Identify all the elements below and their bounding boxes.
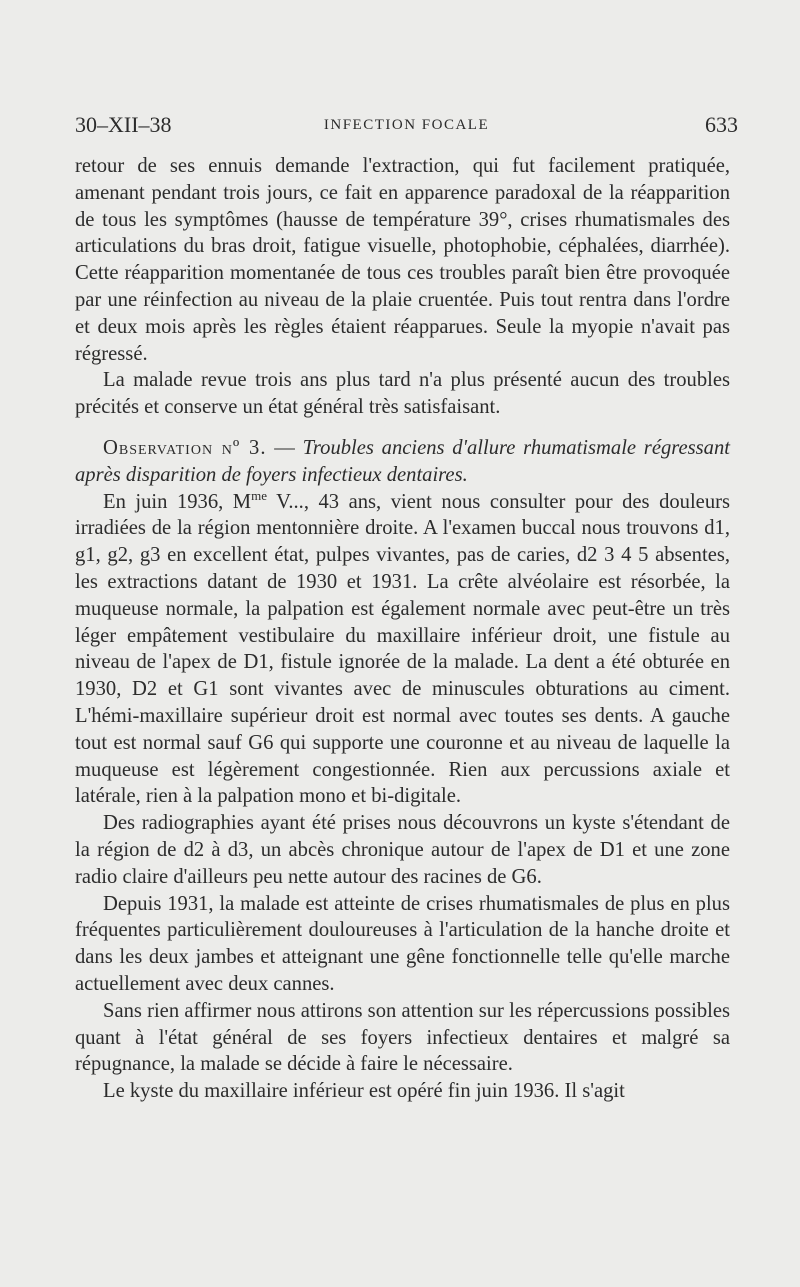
- observation-label: Observation nº 3.: [103, 436, 267, 459]
- case-text-rest: V..., 43 ans, vient nous consulter pour des douleurs irradiées de la région mentonnière droite. A l'examen buccal nous trouvons d1, g1, g2, g3 en excellent état, pulpes vivantes, pas de caries, d2 3 4 5 absentes, les extractions datant de 1930 et 1931. La crête alvéolaire est résorbée, la muqueuse normale, la palpation est également normale avec peut-être un très léger empâtement vestibulaire du maxillaire inférieur droit, une fistule au niveau de l'apex de D1, fistule ignorée de la malade. La dent a été obturée en 1930, D2 et G1 sont vivantes avec de minuscules obturations au ciment. L'hémi-maxillaire supérieur droit est normal avec toutes ses dents. A gauche tout est normal sauf G6 qui supporte une couronne et au niveau de laquelle la muqueuse est légèrement congestionnée. Rien aux percussions axiale et latérale, rien à la palpation mono et bi-digitale.: [75, 490, 730, 808]
- paragraph-continued: retour de ses ennuis demande l'extraction, qui fut facilement pratiquée, amenant pendant trois jours, ce fait en apparence paradoxal de la réapparition de tous les symptômes (hausse de température 39°, crises rhumatismales des articulations du bras droit, fatigue visuelle, photophobie, céphalées, diarrhée). Cette réapparition momentanée de tous ces troubles paraît bien être provoquée par une réinfection au niveau de la plaie cruentée. Puis tout rentra dans l'ordre et deux mois après les règles étaient réapparues. Seule la myopie n'avait pas régressé.: [75, 155, 730, 365]
- running-header: [75, 112, 738, 144]
- observation-heading: [75, 435, 730, 489]
- header-title: INFECTION FOCALE: [323, 117, 490, 133]
- paragraph-operation: Le kyste du maxillaire inférieur est opéré fin juin 1936. Il s'agit: [103, 1080, 625, 1103]
- page-body: [75, 153, 730, 1105]
- header-date: 30–XII–38: [75, 112, 172, 137]
- observation-title: Troubles anciens d'allure rhumatismale régressant après disparition de foyers infectieux dentaires.: [75, 436, 730, 486]
- observation-dash: —: [266, 436, 303, 459]
- paragraph-advice: Sans rien affirmer nous attirons son attention sur les répercussions possibles quant à l'état général de ses foyers infectieux dentaires et malgré sa répugnance, la malade se décide à faire le nécessaire.: [75, 999, 730, 1076]
- case-text-start: En juin 1936, M: [103, 490, 252, 513]
- paragraph-radiographs: Des radiographies ayant été prises nous découvrons un kyste s'étendant de la région de d2 à d3, un abcès chronique autour de l'apex de D1 et une zone radio claire d'ailleurs peu nette autour des racines de G6.: [75, 812, 730, 888]
- paragraph-history: Depuis 1931, la malade est atteinte de crises rhumatismales de plus en plus fréquentes particulièrement douloureuses à l'articulation de la hanche droite et dans les deux jambes et atteignant une gêne fonctionnelle telle qu'elle marche actuellement avec deux cannes.: [75, 892, 730, 995]
- paragraph-case-description: [75, 489, 730, 811]
- case-superscript: me: [251, 487, 268, 503]
- page-number: 633: [705, 112, 738, 137]
- paragraph-follow-up: La malade revue trois ans plus tard n'a plus présenté aucun des troubles précités et conserve un état général très satisfaisant.: [75, 369, 730, 419]
